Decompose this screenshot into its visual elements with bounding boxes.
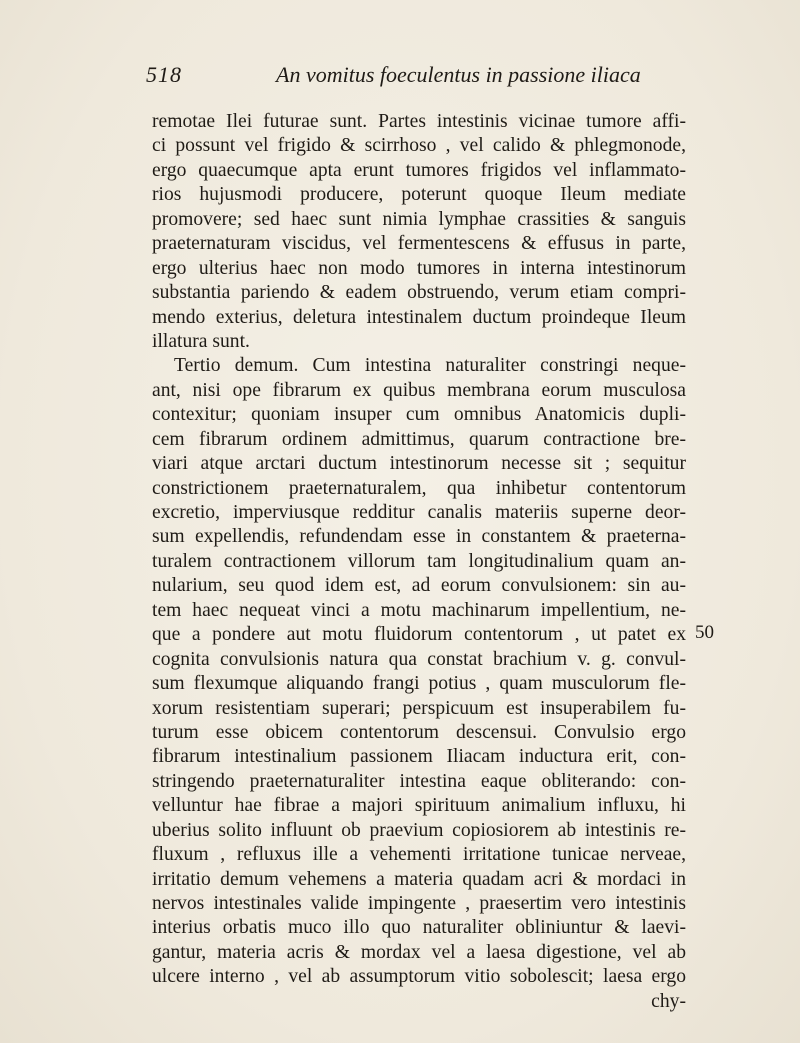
text-line: tem haec nequeat vinci a motu machinarum impellentium, ne- — [152, 599, 686, 621]
text-line: velluntur hae fibrae a majori spirituum animalium influxu, hi — [152, 795, 686, 817]
page-number: 518 — [146, 62, 182, 87]
text-line: cognita convulsionis natura qua constat brachium v. g. convul- — [152, 648, 686, 670]
text-line: irritatio demum vehemens a materia quadam acri & mordaci in — [152, 868, 686, 890]
text-line: viari atque arctari ductum intestinorum necesse sit ; sequitur — [152, 453, 686, 475]
text-line: ulcere interno , vel ab assumptorum vitio sobolescit; laesa ergo — [152, 966, 686, 988]
text-line: xorum resistentiam superari; perspicuum est insuperabilem fu- — [152, 697, 686, 719]
text-line: constrictionem praeternaturalem, qua inhibetur contentorum — [152, 477, 686, 499]
text-line: nularium, seu quod idem est, ad eorum convulsionem: sin au- — [152, 575, 686, 597]
text-line: mendo exterius, deletura intestinalem ductum proindeque Ileum — [152, 306, 686, 328]
text-line: que a pondere aut motu fluidorum contentorum , ut patet ex — [152, 624, 686, 646]
text-line: fibrarum intestinalium passionem Iliacam inductura erit, con- — [152, 746, 686, 768]
text-line: interius orbatis muco illo quo naturaliter obliniuntur & laevi- — [152, 917, 686, 939]
text-line: cem fibrarum ordinem admittimus, quarum contractione bre- — [152, 428, 686, 450]
margin-line-number: 50 — [695, 622, 714, 643]
text-line: ergo quaecumque apta erunt tumores frigidos vel inflammato- — [152, 159, 686, 181]
text-line: excretio, imperviusque redditur canalis materiis superne deor- — [152, 502, 686, 523]
text-line: rios hujusmodi producere, poterunt quoque Ileum mediate — [152, 184, 686, 206]
text-line: stringendo praeternaturaliter intestina eaque obliterando: con- — [152, 770, 686, 792]
text-line: remotae Ilei futurae sunt. Partes intestinis vicinae tumore affi- — [152, 111, 686, 132]
text-line: uberius solito influunt ob praevium copiosiorem ab intestinis re- — [152, 819, 686, 841]
text-line: ergo ulterius haec non modo tumores in interna intestinorum — [152, 257, 686, 279]
text-line: promovere; sed haec sunt nimia lymphae crassities & sanguis — [152, 208, 686, 230]
text-line: illatura sunt. — [152, 330, 250, 352]
text-line: substantia pariendo & eadem obstruendo, verum etiam compri- — [152, 282, 686, 304]
text-line: praeternaturam viscidus, vel fermentescens & effusus in parte, — [152, 233, 686, 255]
text-line: sum expellendis, refundendam esse in constantem & praeterna- — [152, 526, 686, 548]
text-line: contexitur; quoniam insuper cum omnibus Anatomicis dupli- — [152, 404, 686, 426]
running-title: An vomitus foeculentus in passione iliaca — [276, 62, 641, 87]
text-line: Tertio demum. Cum intestina naturaliter constringi neque- — [174, 355, 686, 377]
text-line: turum esse obicem contentorum descensui. Convulsio ergo — [152, 721, 686, 743]
body-text — [152, 110, 686, 1014]
text-line: nervos intestinales valide impingente , praesertim vero intestinis — [152, 893, 686, 914]
text-line: sum flexumque aliquando frangi potius , quam musculorum fle- — [152, 673, 686, 695]
text-line: turalem contractionem villorum tam longitudinalium quam an- — [152, 550, 686, 572]
text-line: ci possunt vel frigido & scirrhoso , vel calido & phlegmonode, — [152, 135, 686, 157]
catchword: chy- — [651, 990, 686, 1012]
page-header — [146, 62, 686, 92]
text-line: fluxum , refluxus ille a vehementi irritatione tunicae nerveae, — [152, 844, 686, 866]
text-line: gantur, materia acris & mordax vel a laesa digestione, vel ab — [152, 941, 686, 963]
text-line: ant, nisi ope fibrarum ex quibus membrana eorum musculosa — [152, 379, 686, 401]
